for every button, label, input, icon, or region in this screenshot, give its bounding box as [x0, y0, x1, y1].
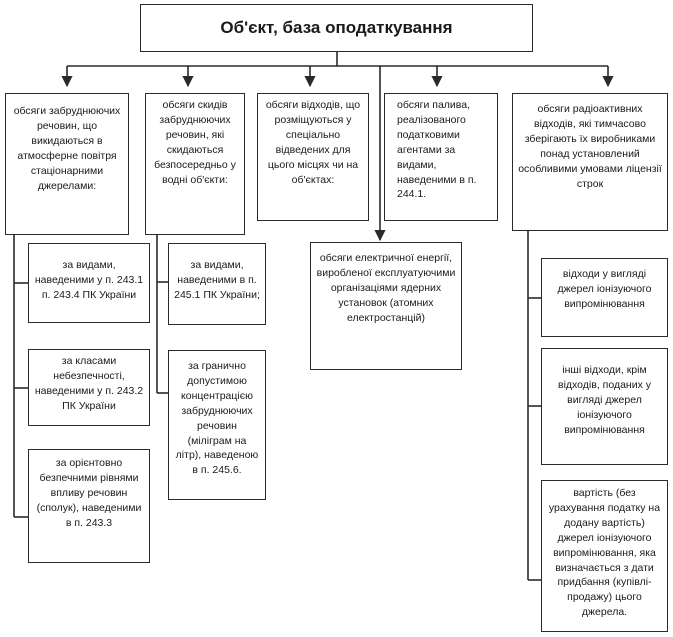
- other-radioactive-waste: інші відходи, крім відходів, поданих у вигляді джерел іонізуючого випромінювання: [541, 348, 668, 465]
- category-electricity: обсяги електричної енергії, виробленої експлуатуючими організаціями ядерних установок (атомних електростанцій): [310, 242, 462, 370]
- category-emissions-air: обсяги забруднюючих речовин, що викидаються в атмосферне повітря стаціонарними джерелами:: [5, 93, 129, 235]
- discharges-by-type: за видами, наведеними в п. 245.1 ПК України;: [168, 243, 266, 325]
- emissions-by-hazard-class: за класами небезпечності, наведеними у п. 243.2 ПК України: [28, 349, 150, 426]
- category-radioactive-waste: обсяги радіоактивних відходів, які тимчасово зберігають їх виробниками понад установлений особливими умовами ліцензії строк: [512, 93, 668, 231]
- category-waste-placement: обсяги відходів, що розміщуються у спеціально відведених для цього місцях чи на об'єктах:: [257, 93, 369, 221]
- emissions-by-type: за видами, наведеними у п. 243.1 п. 243.4 ПК України: [28, 243, 150, 323]
- category-fuel: обсяги палива, реалізованого податковими агентами за видами, наведеними в п. 244.1.: [384, 93, 498, 221]
- emissions-by-safe-levels: за орієнтовно безпечними рівнями впливу речовин (сполук), наведеними в п. 243.3: [28, 449, 150, 563]
- category-discharges-water: обсяги скидів забруднюючих речовин, які скидаються безпосередньо у водні об'єкти:: [145, 93, 245, 235]
- waste-ionizing-sources: відходи у вигляді джерел іонізуючого випромінювання: [541, 258, 668, 337]
- discharges-by-concentration: за гранично допустимою концентрацією забруднюючих речовин (міліграм на літр), наведеною в п. 245.6.: [168, 350, 266, 500]
- diagram-title: Об'єкт, база оподаткування: [140, 4, 533, 52]
- ionizing-source-value: вартість (без урахування податку на додану вартість) джерел іонізуючого випромінювання, яка визначається з дати придбання (купівлі-продажу) цього джерела.: [541, 480, 668, 632]
